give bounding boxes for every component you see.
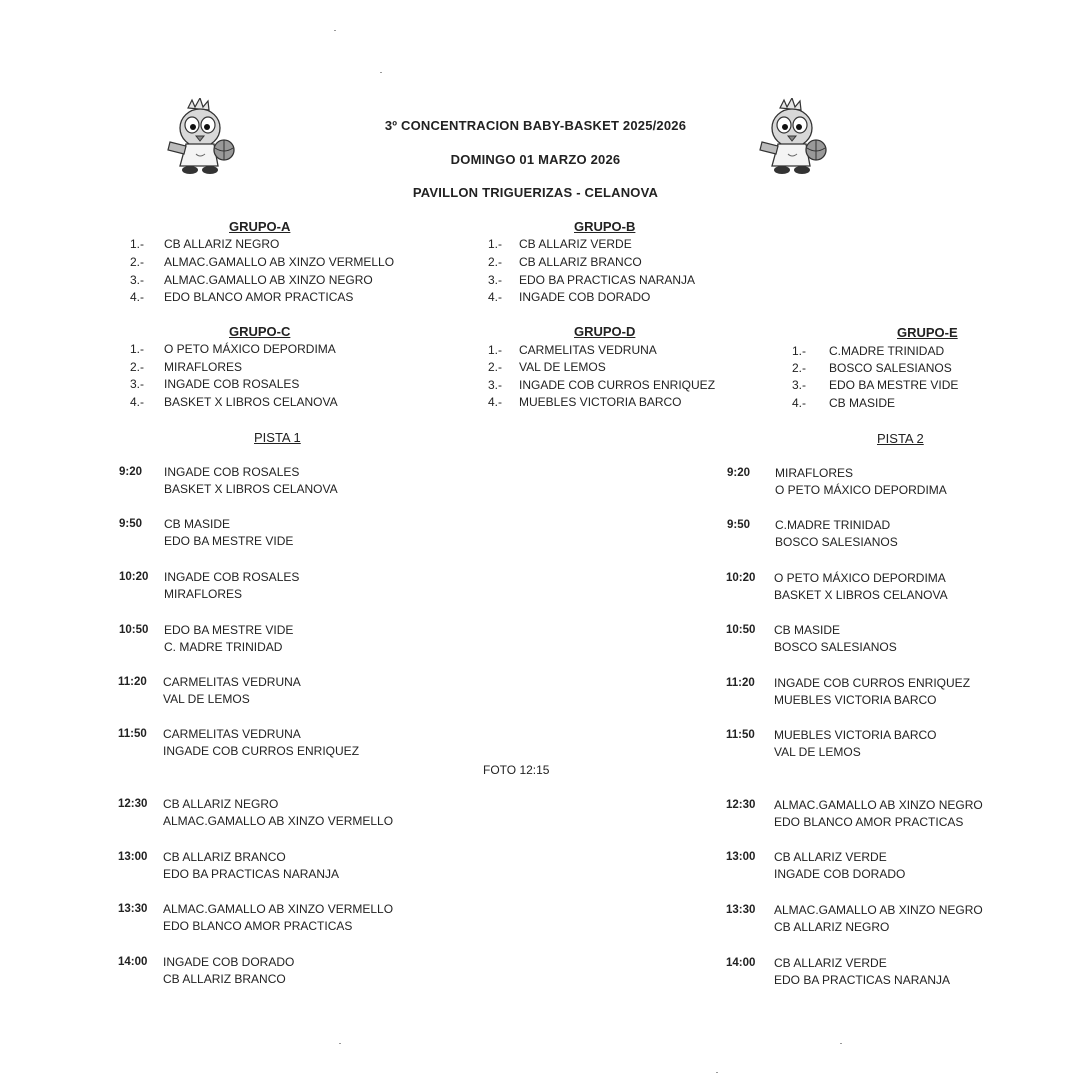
list-item: 1.- CB ALLARIZ NEGRO (130, 237, 280, 251)
photo-time-note: FOTO 12:15 (483, 763, 550, 777)
scan-speck (840, 1043, 842, 1044)
list-item: 3.- ALMAC.GAMALLO AB XINZO NEGRO (130, 273, 373, 287)
match-team: INGADE COB DORADO (163, 955, 295, 969)
event-venue: PAVILLON TRIGUERIZAS - CELANOVA (412, 185, 659, 200)
match-team: BASKET X LIBROS CELANOVA (164, 482, 338, 496)
match-time: 9:20 (727, 467, 751, 479)
list-item: 4.- BASKET X LIBROS CELANOVA (130, 395, 338, 409)
list-item: 4.- INGADE COB DORADO (488, 290, 651, 304)
list-item: 1.- CB ALLARIZ VERDE (488, 237, 632, 251)
pista-1-title: PISTA 1 (254, 430, 301, 445)
list-item: 4.- MUEBLES VICTORIA BARCO (488, 395, 682, 409)
match-time: 9:20 (119, 466, 143, 478)
match-team: EDO BA PRACTICAS NARANJA (163, 867, 340, 881)
match-team: EDO BA MESTRE VIDE (164, 534, 294, 548)
match-team: INGADE COB CURROS ENRIQUEZ (774, 676, 971, 690)
match-time: 11:50 (118, 728, 147, 740)
match-team: ALMAC.GAMALLO AB XINZO NEGRO (774, 798, 983, 812)
match-time: 9:50 (727, 519, 751, 531)
match-team: CB MASIDE (774, 623, 841, 637)
match-team: VAL DE LEMOS (163, 692, 250, 706)
match-team: BOSCO SALESIANOS (774, 640, 897, 654)
match-time: 11:50 (726, 729, 755, 741)
match-team: MUEBLES VICTORIA BARCO (774, 728, 937, 742)
match-team: O PETO MÁXICO DEPORDIMA (775, 483, 947, 497)
list-item: 2.- ALMAC.GAMALLO AB XINZO VERMELLO (130, 255, 395, 269)
group-title: GRUPO-B (574, 219, 636, 234)
match-team: EDO BLANCO AMOR PRACTICAS (163, 919, 353, 933)
match-time: 12:30 (726, 799, 756, 811)
match-team: CB ALLARIZ BRANCO (163, 850, 286, 864)
match-team: INGADE COB ROSALES (164, 570, 300, 584)
event-date: DOMINGO 01 MARZO 2026 (450, 152, 621, 167)
match-team: C. MADRE TRINIDAD (164, 640, 283, 654)
match-team: INGADE COB CURROS ENRIQUEZ (163, 744, 360, 758)
pista-2-title: PISTA 2 (877, 431, 924, 446)
list-item: 1.- O PETO MÁXICO DEPORDIMA (130, 342, 336, 356)
match-team: MUEBLES VICTORIA BARCO (774, 693, 937, 707)
list-item: 4.- CB MASIDE (792, 396, 896, 410)
match-time: 14:00 (726, 957, 756, 969)
scan-speck (716, 1072, 718, 1073)
match-team: MIRAFLORES (164, 587, 243, 601)
match-team: BASKET X LIBROS CELANOVA (774, 588, 948, 602)
match-time: 13:30 (118, 903, 148, 915)
group-title: GRUPO-A (229, 219, 291, 234)
list-item: 4.- EDO BLANCO AMOR PRACTICAS (130, 290, 354, 304)
match-team: CARMELITAS VEDRUNA (163, 675, 301, 689)
match-team: ALMAC.GAMALLO AB XINZO NEGRO (774, 903, 983, 917)
match-team: CB ALLARIZ VERDE (774, 956, 887, 970)
scan-speck (380, 72, 382, 73)
scan-speck (334, 30, 336, 31)
match-team: CB ALLARIZ BRANCO (163, 972, 286, 986)
list-item: 2.- BOSCO SALESIANOS (792, 361, 952, 375)
list-item: 2.- CB ALLARIZ BRANCO (488, 255, 642, 269)
match-time: 13:00 (118, 851, 148, 863)
match-team: INGADE COB DORADO (774, 867, 906, 881)
match-team: EDO BA PRACTICAS NARANJA (774, 973, 951, 987)
match-time: 11:20 (726, 677, 755, 689)
list-item: 1.- CARMELITAS VEDRUNA (488, 343, 657, 357)
group-title: GRUPO-D (574, 324, 636, 339)
match-team: MIRAFLORES (775, 466, 854, 480)
match-team: CB ALLARIZ NEGRO (774, 920, 890, 934)
list-item: 3.- EDO BA MESTRE VIDE (792, 378, 959, 392)
basketball-mascot-icon (752, 98, 832, 178)
match-time: 10:20 (726, 572, 756, 584)
match-team: CB ALLARIZ NEGRO (163, 797, 279, 811)
match-team: BOSCO SALESIANOS (775, 535, 898, 549)
match-time: 13:30 (726, 904, 756, 916)
match-time: 12:30 (118, 798, 148, 810)
list-item: 2.- VAL DE LEMOS (488, 360, 606, 374)
page-title: 3º CONCENTRACION BABY-BASKET 2025/2026 (384, 118, 687, 133)
match-team: CB ALLARIZ VERDE (774, 850, 887, 864)
scan-speck (339, 1043, 341, 1044)
list-item: 3.- EDO BA PRACTICAS NARANJA (488, 273, 696, 287)
match-team: CB MASIDE (164, 517, 231, 531)
match-time: 11:20 (118, 676, 147, 688)
match-team: EDO BLANCO AMOR PRACTICAS (774, 815, 964, 829)
match-team: VAL DE LEMOS (774, 745, 861, 759)
match-time: 14:00 (118, 956, 148, 968)
list-item: 3.- INGADE COB ROSALES (130, 377, 300, 391)
basketball-mascot-icon (160, 98, 240, 178)
group-title: GRUPO-E (897, 325, 958, 340)
match-team: C.MADRE TRINIDAD (775, 518, 891, 532)
match-team: INGADE COB ROSALES (164, 465, 300, 479)
match-time: 10:50 (119, 624, 149, 636)
match-time: 9:50 (119, 518, 143, 530)
list-item: 2.- MIRAFLORES (130, 360, 243, 374)
match-time: 13:00 (726, 851, 756, 863)
match-team: ALMAC.GAMALLO AB XINZO VERMELLO (163, 814, 394, 828)
list-item: 1.- C.MADRE TRINIDAD (792, 344, 945, 358)
match-time: 10:20 (119, 571, 149, 583)
match-team: EDO BA MESTRE VIDE (164, 623, 294, 637)
match-team: ALMAC.GAMALLO AB XINZO VERMELLO (163, 902, 394, 916)
group-title: GRUPO-C (229, 324, 291, 339)
match-team: O PETO MÁXICO DEPORDIMA (774, 571, 946, 585)
match-time: 10:50 (726, 624, 756, 636)
match-team: CARMELITAS VEDRUNA (163, 727, 301, 741)
list-item: 3.- INGADE COB CURROS ENRIQUEZ (488, 378, 716, 392)
